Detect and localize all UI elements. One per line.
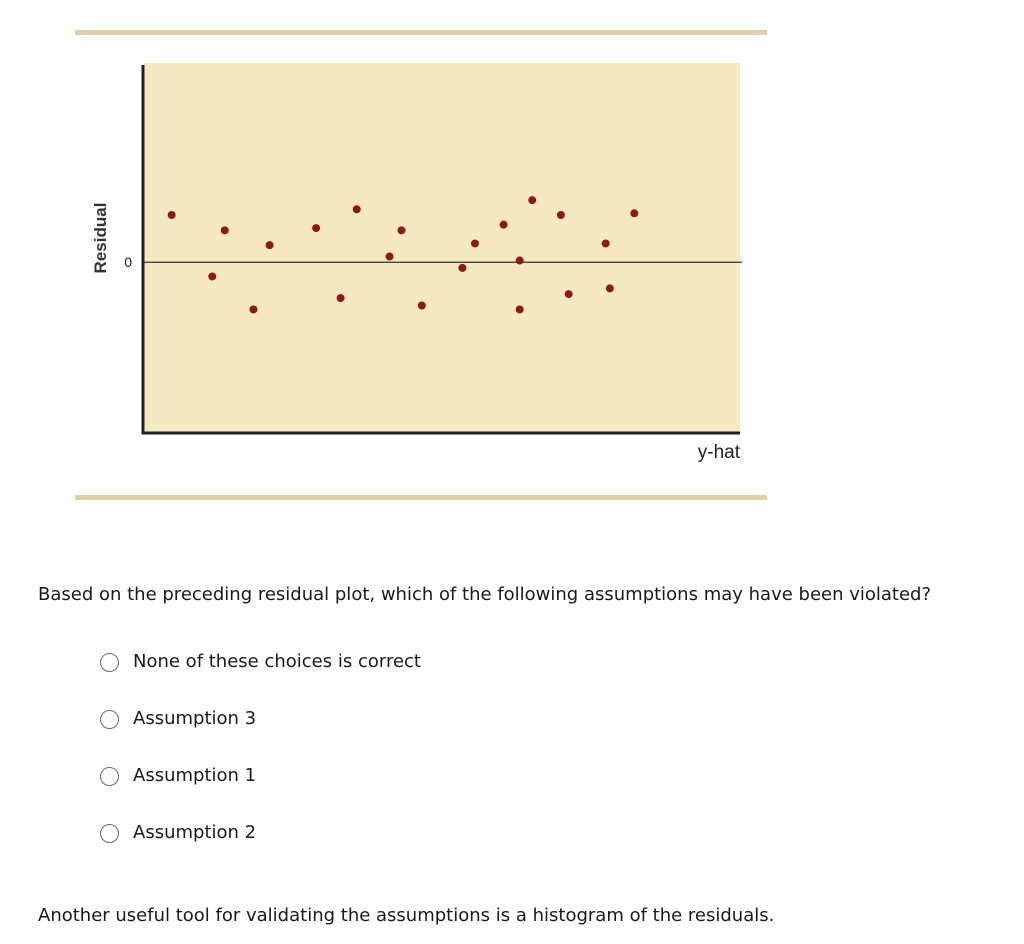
- data-point: [500, 221, 508, 229]
- option-label: Assumption 2: [133, 822, 257, 843]
- plot-background: [143, 63, 740, 433]
- figure-bottom-rule: [75, 495, 767, 500]
- data-point: [386, 253, 394, 261]
- y-axis-label: Residual: [91, 202, 110, 274]
- data-point: [266, 241, 274, 249]
- data-point: [249, 305, 257, 313]
- answer-options: [100, 649, 421, 877]
- data-point: [353, 205, 361, 213]
- data-point: [471, 239, 479, 247]
- data-point: [565, 290, 573, 298]
- x-axis-label: y-hat: [697, 442, 740, 463]
- radio-button[interactable]: [100, 710, 119, 729]
- data-point: [418, 301, 426, 309]
- radio-button[interactable]: [100, 653, 119, 672]
- option-assumption-2[interactable]: [100, 820, 421, 846]
- footer-note: Another useful tool for validating the assumptions is a histogram of the residuals.: [38, 905, 775, 926]
- option-none-correct[interactable]: [100, 649, 421, 675]
- data-point: [516, 257, 524, 265]
- data-point: [602, 239, 610, 247]
- data-point: [557, 211, 565, 219]
- option-label: Assumption 3: [133, 708, 257, 729]
- question-prompt: Based on the preceding residual plot, which of the following assumptions may have been violated?: [38, 584, 932, 605]
- data-point: [458, 264, 466, 272]
- data-point: [630, 209, 638, 217]
- data-point: [168, 211, 176, 219]
- option-label: Assumption 1: [133, 765, 257, 786]
- data-point: [606, 284, 614, 292]
- data-point: [516, 305, 524, 313]
- data-point: [337, 294, 345, 302]
- radio-button[interactable]: [100, 824, 119, 843]
- option-assumption-3[interactable]: [100, 706, 421, 732]
- data-point: [221, 226, 229, 234]
- option-assumption-1[interactable]: [100, 763, 421, 789]
- data-point: [208, 272, 216, 280]
- option-label: None of these choices is correct: [133, 651, 421, 672]
- radio-button[interactable]: [100, 767, 119, 786]
- data-point: [312, 224, 320, 232]
- data-point: [398, 226, 406, 234]
- y-tick-label: 0: [124, 254, 132, 271]
- data-point: [528, 196, 536, 204]
